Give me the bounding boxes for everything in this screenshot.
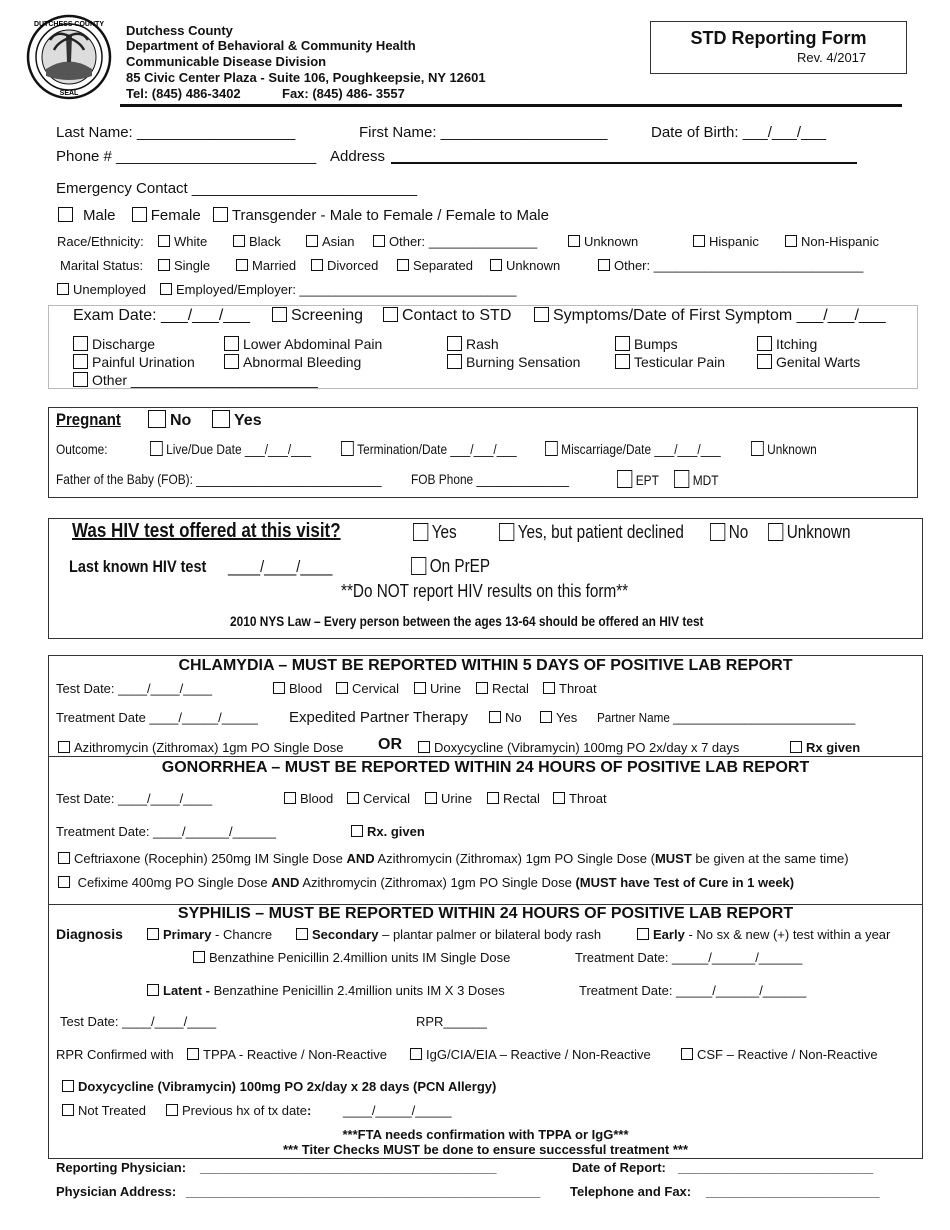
phone-field[interactable]: Phone # ________________________: [56, 148, 317, 165]
form-revision: Rev. 4/2017: [797, 50, 867, 65]
employment-employed[interactable]: Employed/Employer: ______________________________: [160, 282, 516, 297]
gonorrhea-site-throat[interactable]: Throat: [553, 791, 607, 806]
gonorrhea-treatment-date[interactable]: Treatment Date: ____/______/______: [56, 824, 276, 839]
confirm-csf[interactable]: CSF – Reactive / Non-Reactive: [681, 1047, 878, 1062]
fob-field[interactable]: Father of the Baby (FOB): ____________________________: [56, 471, 382, 487]
hiv-question: Was HIV test offered at this visit?: [72, 520, 341, 542]
marital-divorced[interactable]: Divorced: [311, 258, 378, 273]
marital-label: Marital Status:: [60, 258, 144, 273]
form-title: STD Reporting Form: [690, 28, 867, 48]
outcome-label: Outcome:: [56, 441, 108, 457]
chlamydia-site-blood[interactable]: Blood: [273, 681, 322, 696]
syphilis-secondary[interactable]: Secondary – plantar palmer or bilateral body rash: [296, 927, 601, 942]
reporting-physician-field[interactable]: _________________________________________: [200, 1160, 497, 1175]
race-white[interactable]: White: [158, 234, 207, 249]
symptom-genital-warts[interactable]: Genital Warts: [757, 354, 860, 370]
syphilis-test-date[interactable]: Test Date: ____/____/____: [60, 1014, 217, 1029]
exam-symptoms[interactable]: Symptoms/Date of First Symptom ___/___/___: [534, 307, 886, 325]
marital-other[interactable]: Other: _____________________________: [598, 258, 863, 273]
exam-screening[interactable]: Screening: [272, 307, 363, 325]
syphilis-early[interactable]: Early - No sx & new (+) test within a year: [637, 927, 890, 942]
outcome-termination[interactable]: Termination/Date ___/___/___: [341, 441, 517, 457]
symptom-testicular-pain[interactable]: Testicular Pain: [615, 354, 725, 370]
telephone-fax-field[interactable]: ________________________: [706, 1184, 880, 1199]
syphilis-primary[interactable]: Primary - Chancre: [147, 927, 272, 942]
syphilis-not-treated[interactable]: Not Treated: [62, 1103, 146, 1118]
chlamydia-doxycycline[interactable]: Doxycycline (Vibramycin) 100mg PO 2x/day x 7 days: [418, 740, 739, 755]
gonorrhea-regimen-2[interactable]: Cefixime 400mg PO Single Dose AND Azithromycin (Zithromax) 1gm PO Single Dose (MUST have Test of Cure in 1 week): [58, 875, 794, 890]
physician-address-label: Physician Address:: [56, 1184, 177, 1199]
ethnicity-non-hispanic[interactable]: Non-Hispanic: [785, 234, 879, 249]
hiv-law: 2010 NYS Law – Every person between the ages 13-64 should be offered an HIV test: [230, 613, 704, 629]
marital-married[interactable]: Married: [236, 258, 296, 273]
syphilis-treatment-date-2[interactable]: Treatment Date: _____/______/______: [579, 983, 807, 998]
address-label: Address: [330, 148, 386, 165]
agency-fax: Fax: (845) 486- 3557: [282, 86, 405, 101]
chlamydia-rx-given[interactable]: Rx given: [790, 740, 860, 755]
ethnicity-hispanic[interactable]: Hispanic: [693, 234, 759, 249]
race-label: Race/Ethnicity:: [57, 234, 144, 249]
test-ept[interactable]: EPT: [617, 470, 659, 488]
last-hiv-test-label: Last known HIV test: [69, 557, 207, 576]
svg-text:SEAL: SEAL: [59, 90, 79, 97]
previous-hx-date[interactable]: ____/_____/_____: [343, 1103, 452, 1118]
rpr-confirmed-label: RPR Confirmed with: [56, 1047, 174, 1062]
marital-separated[interactable]: Separated: [397, 258, 473, 273]
outcome-miscarriage[interactable]: Miscarriage/Date ___/___/___: [545, 441, 721, 457]
employment-unemployed[interactable]: Unemployed: [57, 282, 146, 297]
telephone-fax-label: Telephone and Fax:: [570, 1184, 692, 1199]
agency-phone: Tel: (845) 486-3402: [126, 86, 241, 101]
hiv-notice: **Do NOT report HIV results on this form**: [341, 581, 629, 601]
marital-single[interactable]: Single: [158, 258, 210, 273]
gonorrhea-title: GONORRHEA – MUST BE REPORTED WITHIN 24 HOURS OF POSITIVE LAB REPORT: [161, 759, 810, 776]
ept-yes[interactable]: Yes: [540, 710, 577, 725]
dob-field[interactable]: Date of Birth: ___/___/___: [651, 124, 827, 141]
agency-name: Dutchess County: [126, 23, 233, 38]
last-hiv-test-date[interactable]: ____/____/____: [228, 557, 333, 576]
chlamydia-test-date[interactable]: Test Date: ____/____/____: [56, 681, 213, 696]
exam-contact-to-std[interactable]: Contact to STD: [383, 307, 511, 325]
ept-label: Expedited Partner Therapy: [289, 709, 468, 726]
syphilis-benzathine-single[interactable]: Benzathine Penicillin 2.4million units IM Single Dose: [193, 950, 510, 965]
symptom-discharge[interactable]: Discharge: [73, 336, 155, 352]
symptom-bumps[interactable]: Bumps: [615, 336, 678, 352]
symptom-abnormal-bleeding[interactable]: Abnormal Bleeding: [224, 354, 361, 370]
date-of-report-label: Date of Report:: [572, 1160, 666, 1175]
confirm-tppa[interactable]: TPPA - Reactive / Non-Reactive: [187, 1047, 387, 1062]
symptom-other[interactable]: Other ________________________: [73, 372, 318, 388]
symptom-rash[interactable]: Rash: [447, 336, 499, 352]
test-mdt[interactable]: MDT: [674, 470, 718, 488]
chlamydia-site-throat[interactable]: Throat: [543, 681, 597, 696]
exam-date-field[interactable]: Exam Date: ___/___/___: [73, 307, 251, 324]
chlamydia-azithromycin[interactable]: Azithromycin (Zithromax) 1gm PO Single Dose: [58, 740, 343, 755]
emergency-contact-field[interactable]: Emergency Contact ___________________________: [56, 180, 418, 197]
gonorrhea-regimen-1[interactable]: Ceftriaxone (Rocephin) 250mg IM Single Dose AND Azithromycin (Zithromax) 1gm PO Single Dose (MUST be given at the same time): [58, 851, 849, 866]
gonorrhea-site-rectal[interactable]: Rectal: [487, 791, 540, 806]
hiv-yes-declined[interactable]: Yes, but patient declined: [499, 522, 684, 543]
symptom-lower-abdominal-pain[interactable]: Lower Abdominal Pain: [224, 336, 382, 352]
agency-address: 85 Civic Center Plaza - Suite 106, Poughkeepsie, NY 12601: [126, 70, 486, 85]
chlamydia-site-urine[interactable]: Urine: [414, 681, 461, 696]
rpr-field[interactable]: RPR______: [416, 1014, 487, 1029]
chlamydia-title: CHLAMYDIA – MUST BE REPORTED WITHIN 5 DAYS OF POSITIVE LAB REPORT: [178, 657, 793, 674]
hiv-unknown[interactable]: Unknown: [768, 522, 850, 543]
svg-text:DUTCHESS COUNTY: DUTCHESS COUNTY: [33, 21, 105, 28]
chlamydia-or: OR: [378, 736, 402, 753]
syphilis-doxycycline[interactable]: Doxycycline (Vibramycin) 100mg PO 2x/day x 28 days (PCN Allergy): [62, 1079, 496, 1094]
diagnosis-label: Diagnosis: [56, 926, 123, 942]
symptom-painful-urination[interactable]: Painful Urination: [73, 354, 195, 370]
gonorrhea-rx-given[interactable]: Rx. given: [351, 824, 425, 839]
transgender-checkbox[interactable]: [213, 207, 228, 222]
male-checkbox[interactable]: [58, 207, 73, 222]
pregnant-yes[interactable]: Yes: [212, 410, 262, 430]
female-label: Female: [150, 207, 201, 224]
confirm-igg[interactable]: IgG/CIA/EIA – Reactive / Non-Reactive: [410, 1047, 651, 1062]
male-label: Male: [83, 207, 116, 224]
syphilis-latent[interactable]: Latent - Benzathine Penicillin 2.4million units IM X 3 Doses: [147, 983, 505, 998]
hiv-no[interactable]: No: [710, 522, 748, 543]
syphilis-previous-hx[interactable]: Previous hx of tx date:: [166, 1103, 311, 1118]
fob-phone-field[interactable]: FOB Phone ______________: [411, 471, 570, 487]
outcome-unknown[interactable]: Unknown: [751, 441, 817, 457]
last-name-field[interactable]: Last Name: ___________________: [56, 124, 296, 141]
chlamydia-site-cervical[interactable]: Cervical: [336, 681, 399, 696]
gonorrhea-site-urine[interactable]: Urine: [425, 791, 472, 806]
fta-note: ***FTA needs confirmation with TPPA or IgG***: [342, 1127, 629, 1142]
partner-name-field[interactable]: Partner Name ____________________________: [597, 710, 856, 725]
agency-department: Department of Behavioral & Community Health: [126, 38, 416, 53]
syphilis-title: SYPHILIS – MUST BE REPORTED WITHIN 24 HOURS OF POSITIVE LAB REPORT: [177, 905, 794, 922]
sex-options: [58, 207, 549, 224]
titer-note: *** Titer Checks MUST be done to ensure successful treatment ***: [282, 1142, 689, 1157]
race-unknown[interactable]: Unknown: [568, 234, 638, 249]
first-name-field[interactable]: First Name: ____________________: [359, 124, 608, 141]
header-divider: [120, 104, 902, 107]
ept-no[interactable]: No: [489, 710, 522, 725]
race-other[interactable]: Other: _______________: [373, 234, 537, 249]
chlamydia-site-rectal[interactable]: Rectal: [476, 681, 529, 696]
reporting-physician-label: Reporting Physician:: [56, 1160, 187, 1175]
chlamydia-divider: [48, 756, 923, 757]
physician-address-field[interactable]: _________________________________________________: [186, 1184, 541, 1199]
pregnant-no[interactable]: No: [148, 410, 191, 430]
gonorrhea-test-date[interactable]: Test Date: ____/____/____: [56, 791, 213, 806]
marital-unknown[interactable]: Unknown: [490, 258, 560, 273]
county-seal-icon: [26, 14, 112, 100]
symptom-itching[interactable]: Itching: [757, 336, 817, 352]
on-prep[interactable]: On PrEP: [411, 556, 490, 577]
agency-division: Communicable Disease Division: [126, 54, 327, 69]
gonorrhea-site-cervical[interactable]: Cervical: [347, 791, 410, 806]
syphilis-treatment-date-1[interactable]: Treatment Date: _____/______/______: [575, 950, 803, 965]
gonorrhea-site-blood[interactable]: Blood: [284, 791, 333, 806]
hiv-yes[interactable]: Yes: [413, 522, 457, 543]
date-of-report-field[interactable]: ___________________________: [678, 1160, 874, 1175]
symptom-burning-sensation[interactable]: Burning Sensation: [447, 354, 580, 370]
outcome-live[interactable]: Live/Due Date ___/___/___: [150, 441, 311, 457]
address-field[interactable]: [391, 162, 857, 164]
race-black[interactable]: Black: [233, 234, 281, 249]
chlamydia-treatment-date[interactable]: Treatment Date ____/_____/_____: [56, 710, 258, 725]
race-asian[interactable]: Asian: [306, 234, 355, 249]
female-checkbox[interactable]: [132, 207, 147, 222]
pregnant-label: Pregnant: [56, 410, 121, 429]
transgender-label: Transgender - Male to Female / Female to Male: [231, 207, 549, 224]
